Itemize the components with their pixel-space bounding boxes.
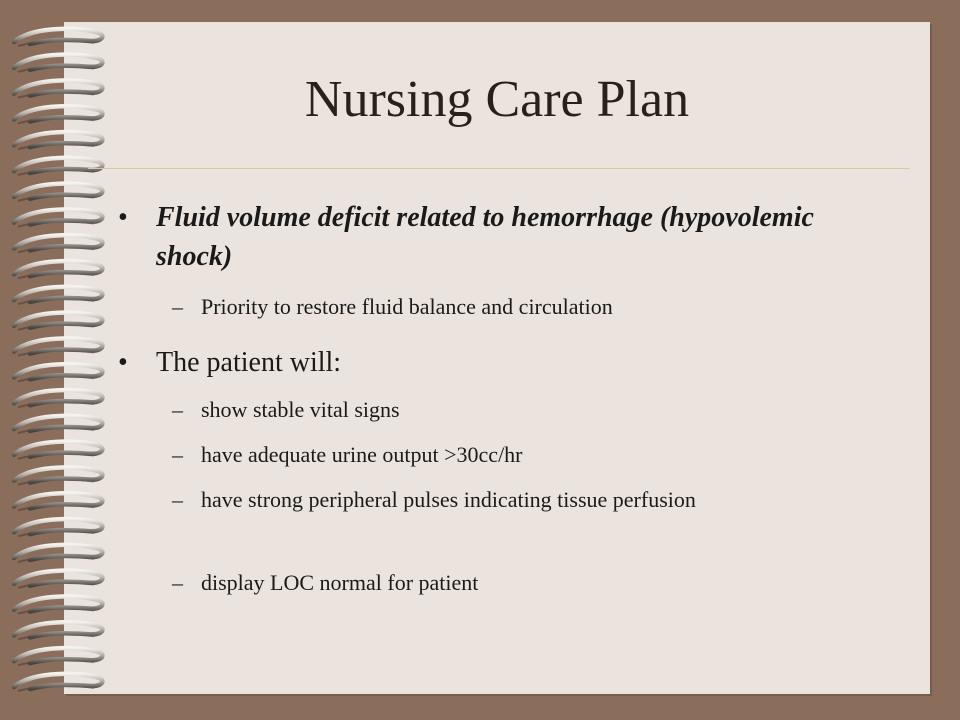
subbullet-loc xyxy=(172,568,812,598)
dash-marker: – xyxy=(172,487,183,512)
dash-marker: – xyxy=(172,570,183,595)
subbullet-text: display LOC normal for patient xyxy=(201,570,479,595)
bullet-marker: • xyxy=(118,202,128,233)
subbullet-text: have strong peripheral pulses indicating tissue perfusion xyxy=(201,487,696,512)
bullet-text: The patient will: xyxy=(156,347,342,378)
dash-marker: – xyxy=(172,442,183,467)
subbullet-text: have adequate urine output >30cc/hr xyxy=(201,442,523,467)
subbullet-urine xyxy=(172,440,812,470)
subbullet-text: Priority to restore fluid balance and circulation xyxy=(201,294,613,319)
dash-marker: – xyxy=(172,397,183,422)
subbullet-vitals xyxy=(172,395,812,425)
bullet-text: Fluid volume deficit related to hemorrhage (hypovolemic shock) xyxy=(156,202,814,272)
slide-title: Nursing Care Plan xyxy=(304,71,690,128)
bullet-outcomes xyxy=(118,343,838,382)
subbullet-pulses xyxy=(172,485,812,515)
bullet-diagnosis xyxy=(118,198,838,276)
dash-marker: – xyxy=(172,294,183,319)
subbullet-priority xyxy=(172,292,812,322)
subbullet-text: show stable vital signs xyxy=(201,397,400,422)
bullet-marker: • xyxy=(118,347,128,378)
